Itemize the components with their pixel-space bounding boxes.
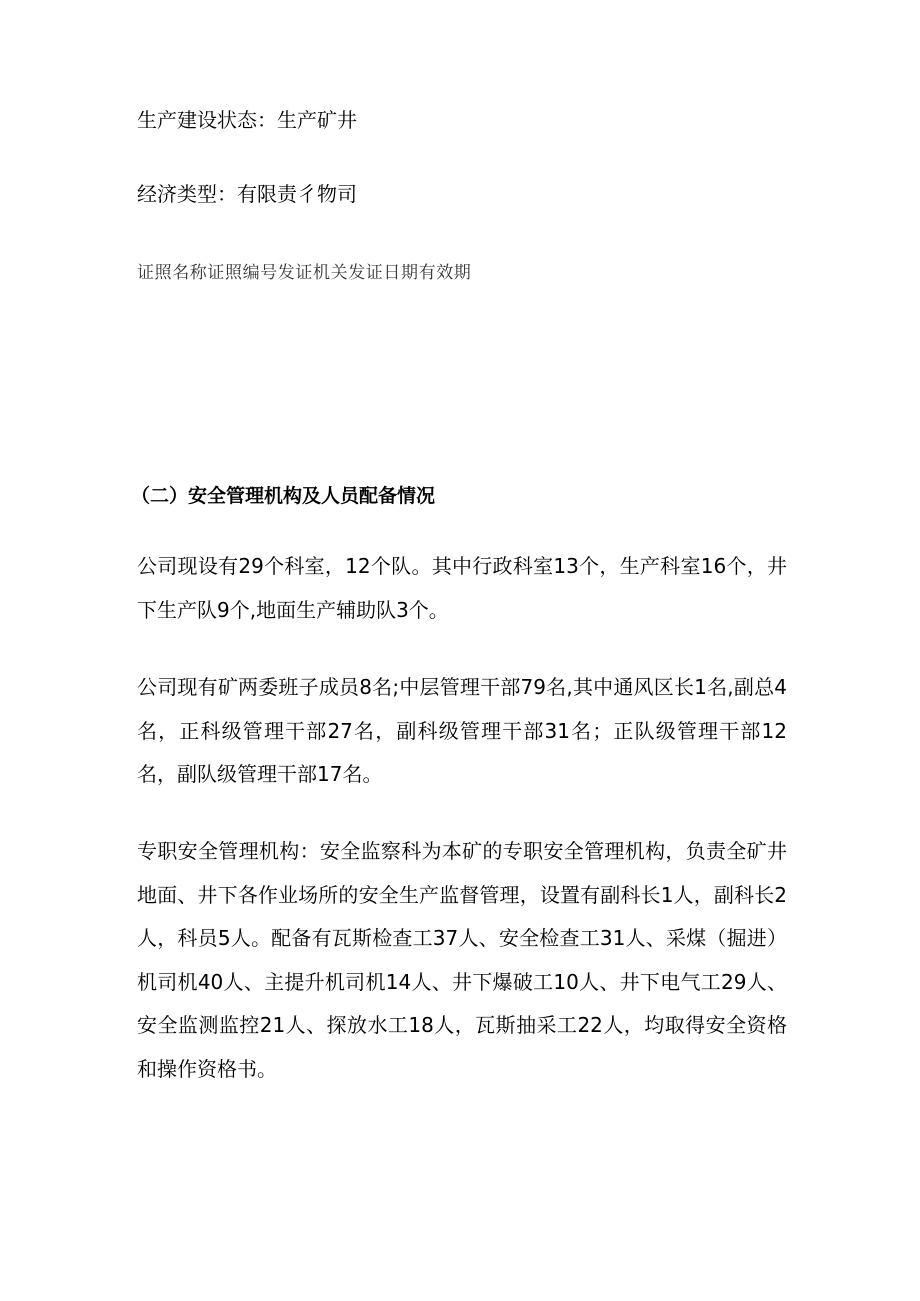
- paragraph-departments: 公司现设有29个科室，12个队。其中行政科室13个，生产科室16个，井下生产队9个,地面生产辅助队3个。: [137, 554, 787, 622]
- paragraph-management-staff: 公司现有矿两委班子成员8名;中层管理干部79名,其中通风区长1名,副总4名，正科级管理干部27名，副科级管理干部31名；正队级管理干部12名，副队级管理干部17名。: [137, 675, 787, 786]
- economy-type-line: 经济类型：有限责彳物司: [137, 182, 357, 206]
- paragraph-safety-organization: 专职安全管理机构：安全监察科为本矿的专职安全管理机构，负责全矿井地面、井下各作业场所的安全生产监督管理，设置有副科长1人，副科长2人，科员5人。配备有瓦斯检查工37人、安全检查工31人、采煤（掘进）机司机40人、主提升机司机14人、井下爆破工10人、井下电气工29人、安全监测监控21人、探放水工18人，瓦斯抽采工22人，均取得安全资格和操作资格书。: [137, 839, 787, 1081]
- license-table-header: 证照名称证照编号发证机关发证日期有效期: [137, 263, 472, 283]
- production-status-line: 生产建设状态：生产矿井: [137, 108, 357, 132]
- section-heading: （二）安全管理机构及人员配备情况: [131, 485, 436, 507]
